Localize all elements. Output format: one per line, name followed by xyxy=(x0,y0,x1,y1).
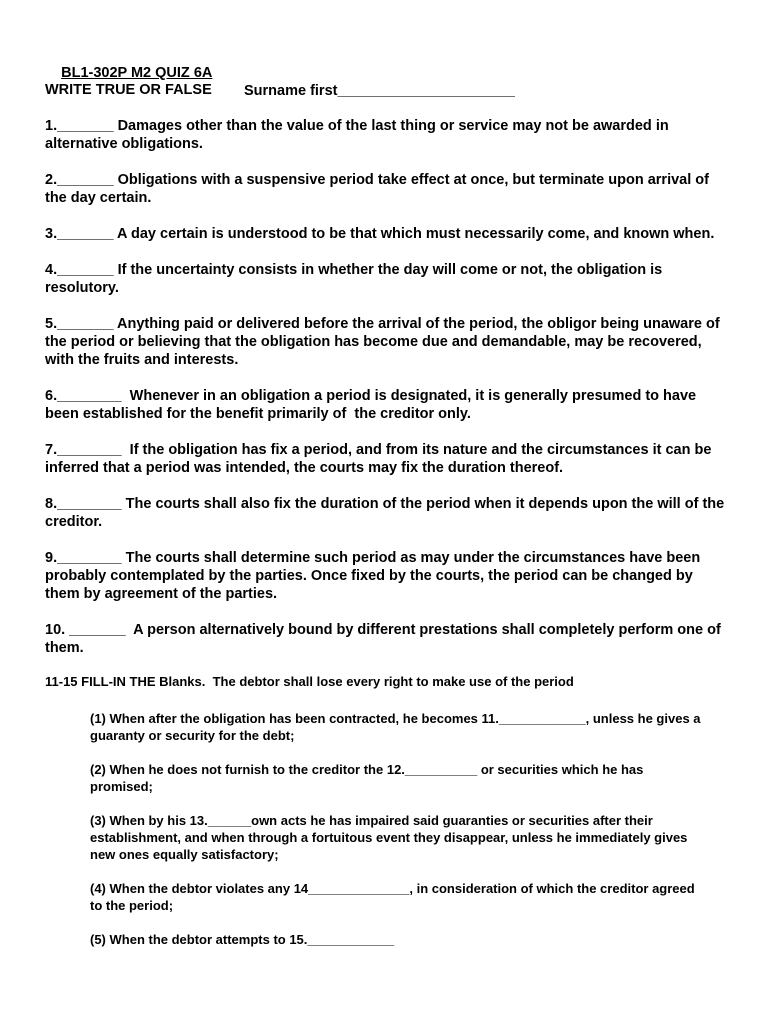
fill-in-item-2: (2) When he does not furnish to the creditor the 12.__________ or securities which he has promised; xyxy=(90,762,648,794)
question-7: 7.________ If the obligation has fix a period, and from its nature and the circumstances it can be inferred that a period was intended, the courts may fix the duration thereof. xyxy=(45,442,716,476)
question-4: 4._______ If the uncertainty consists in whether the day will come or not, the obligation is resolutory. xyxy=(45,262,667,296)
fill-in-heading: 11-15 FILL-IN THE Blanks. The debtor shall lose every right to make use of the period xyxy=(45,674,574,689)
question-9: 9.________ The courts shall determine such period as may under the circumstances have been probably contemplated by the parties. Once fixed by the courts, the period can be changed by them by agreement of the parties. xyxy=(45,550,705,602)
true-false-list xyxy=(45,117,729,657)
fill-in-item-3: (3) When by his 13.______own acts he has impaired said guaranties or securities after their establishment, and when through a fortuitous event they disappear, unless he immediately gives new ones equally satisfactory; xyxy=(90,813,692,862)
quiz-document xyxy=(45,46,729,948)
question-6: 6.________ Whenever in an obligation a period is designated, it is generally presumed to have been established for the benefit primarily of the creditor only. xyxy=(45,388,701,422)
fill-in-list xyxy=(45,710,725,948)
fill-in-item-5: (5) When the debtor attempts to 15.____________ xyxy=(90,932,395,947)
question-10: 10. _______ A person alternatively bound by different prestations shall completely perform one of them. xyxy=(45,622,725,656)
quiz-code: BL1-302P M2 QUIZ 6A xyxy=(61,65,213,81)
instructions-heading: WRITE TRUE OR FALSE xyxy=(45,82,212,98)
fill-in-item-4: (4) When the debtor violates any 14______________, in consideration of which the creditor agreed to the period; xyxy=(90,881,699,913)
fill-in-item-1: (1) When after the obligation has been contracted, he becomes 11.____________, unless he gives a guaranty or security for the debt; xyxy=(90,711,705,743)
question-5: 5._______ Anything paid or delivered before the arrival of the period, the obligor being unaware of the period or believing that the obligation has become due and demandable, may be recovered, with the fruits and interests. xyxy=(45,316,724,368)
surname-field-label: Surname first______________________ xyxy=(244,83,515,99)
question-2: 2._______ Obligations with a suspensive period take effect at once, but terminate upon arrival of the day certain. xyxy=(45,172,714,206)
question-8: 8.________ The courts shall also fix the duration of the period when it depends upon the will of the creditor. xyxy=(45,496,729,530)
question-1: 1._______ Damages other than the value of the last thing or service may not be awarded in alternative obligations. xyxy=(45,118,673,152)
question-3: 3._______ A day certain is understood to be that which must necessarily come, and known when. xyxy=(45,226,715,242)
